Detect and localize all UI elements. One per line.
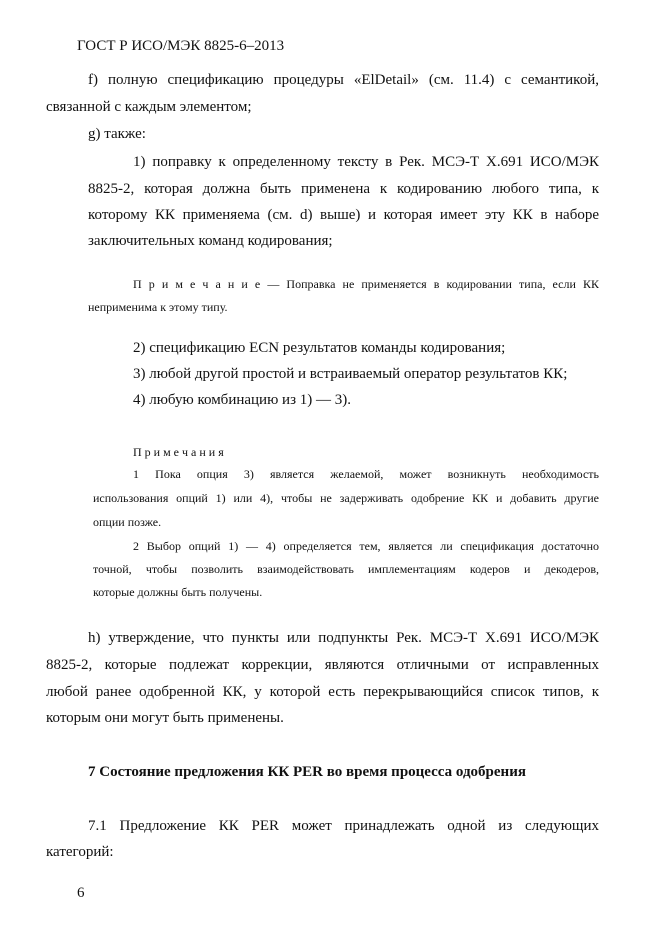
notes-2-line-2: точной, чтобы позволить взаимодействовать имплементациям кодеров и декодеров, xyxy=(93,562,599,576)
section-7-para-line-1: 7.1 Предложение КК PER может принадлежать одной из следующих xyxy=(88,818,599,834)
item-f-line-2: связанной с каждым элементом; xyxy=(46,99,252,115)
item-g-sub1-line-2: 8825-2, которая должна быть применена к кодированию любого типа, к xyxy=(88,181,599,197)
item-g-sub1-line-1: 1) поправку к определенному тексту в Рек. МСЭ-Т Х.691 ИСО/МЭК xyxy=(133,154,599,170)
item-g-sub1-line-4: заключительных команд кодирования; xyxy=(88,233,333,249)
item-h-line-4: которым они могут быть применены. xyxy=(46,710,284,726)
item-h-line-1: h) утверждение, что пункты или подпункты Рек. МСЭ-Т Х.691 ИСО/МЭК xyxy=(88,630,599,646)
notes-title: П р и м е ч а н и я xyxy=(133,445,224,459)
section-7-heading: 7 Состояние предложения КК PER во время процесса одобрения xyxy=(88,764,526,780)
notes-1-line-1: 1 Пока опция 3) является желаемой, может возникнуть необходимость xyxy=(133,467,599,481)
item-g-sub3: 3) любой другой простой и встраиваемый оператор результатов КК; xyxy=(133,366,568,382)
section-7-para-line-2: категорий: xyxy=(46,844,114,860)
note-line-2: неприменима к этому типу. xyxy=(88,300,228,314)
notes-1-line-3: опции позже. xyxy=(93,515,162,529)
item-h-line-2: 8825-2, которые подлежат коррекции, являются отличными от исправленных xyxy=(46,657,599,673)
item-g-label: g) также: xyxy=(88,126,146,142)
notes-2-line-1: 2 Выбор опций 1) — 4) определяется тем, является ли спецификация достаточно xyxy=(133,539,599,553)
item-f-line-1: f) полную спецификацию процедуры «ElDetail» (см. 11.4) с семантикой, xyxy=(88,72,599,88)
standard-header: ГОСТ Р ИСО/МЭК 8825-6–2013 xyxy=(77,38,285,54)
item-g-sub4: 4) любую комбинацию из 1) — 3). xyxy=(133,392,351,408)
page-number: 6 xyxy=(77,885,85,901)
notes-2-line-3: которые должны быть получены. xyxy=(93,585,263,599)
item-g-sub1-line-3: которому КК применяема (см. d) выше) и которая имеет эту КК в наборе xyxy=(88,207,599,223)
note-line-1: П р и м е ч а н и е — Поправка не применяется в кодировании типа, если КК xyxy=(133,277,599,291)
item-h-line-3: любой ранее одобренной КК, у которой есть перекрывающийся список типов, к xyxy=(46,684,599,700)
item-g-sub2: 2) спецификацию ECN результатов команды кодирования; xyxy=(133,340,506,356)
notes-1-line-2: использования опций 1) или 4), чтобы не задерживать одобрение КК и добавить другие xyxy=(93,491,599,505)
